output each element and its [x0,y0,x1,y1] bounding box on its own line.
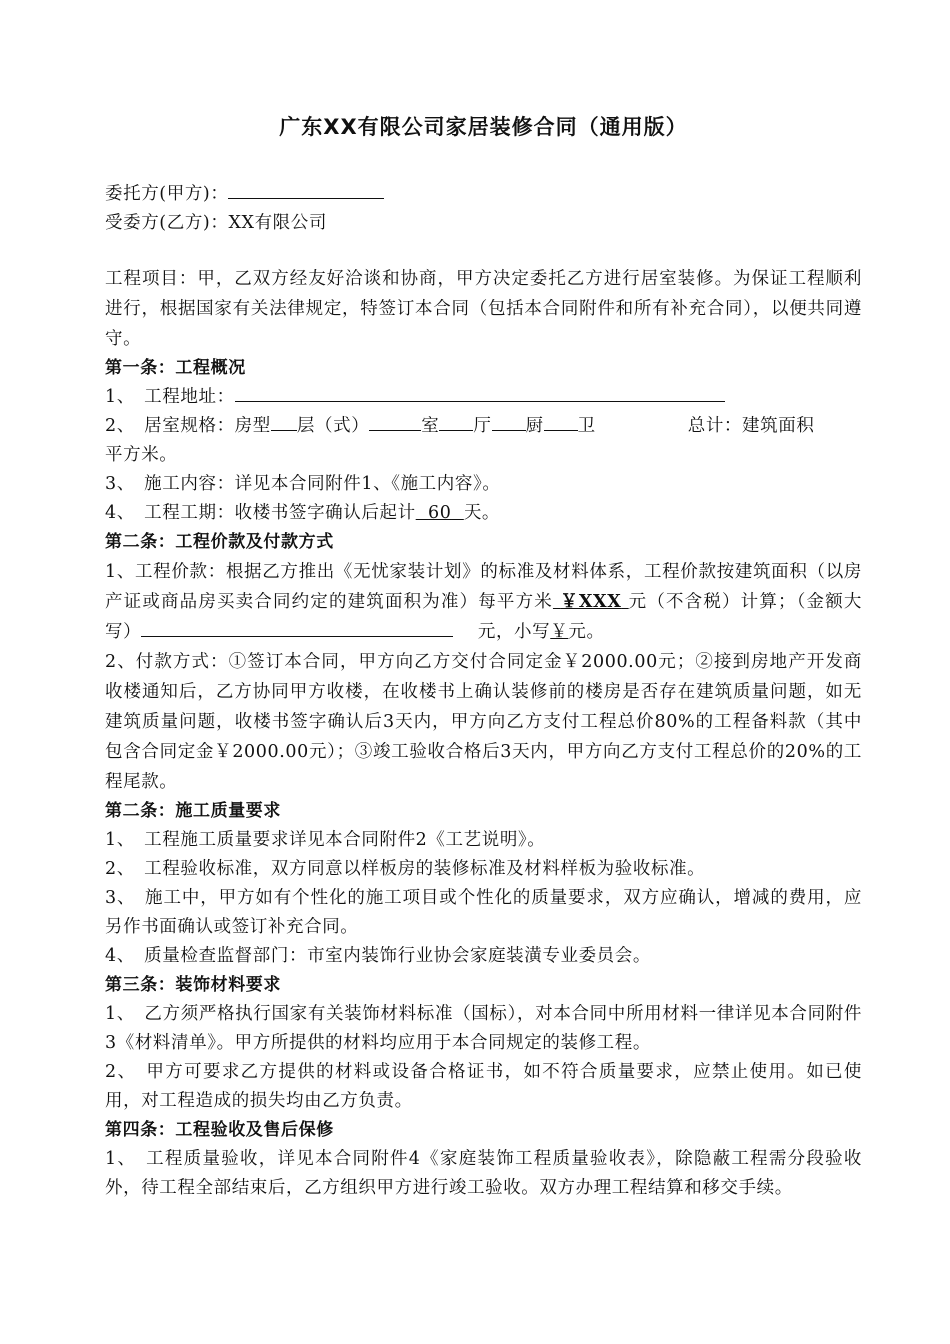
kitchen-unit: 厨 [525,416,544,436]
content-line: 3、 施工内容：详见本合同附件1、《施工内容》。 [105,474,501,494]
article-2b-heading: 第二条：施工质量要求 [105,801,281,821]
spec-label: 2、 居室规格：房型 [105,416,271,436]
spec-line-cont: 平方米。 [105,445,178,465]
article-2-heading: 第二条：工程价款及付款方式 [105,532,334,552]
intro-paragraph: 工程项目：甲，乙双方经友好洽谈和协商，甲方决定委托乙方进行居室装修。为保证工程顺利进行，根据国家有关法律规定，特签订本合同（包括本合同附件和所有补充合同），以便共同遵守。 [105,269,862,349]
spacer [105,238,862,264]
article-3-heading: 第三条：装饰材料要求 [105,975,281,995]
address-blank[interactable] [235,383,725,402]
document-title: 广东XX有限公司家居装修合同（通用版） [279,115,688,139]
client-blank[interactable] [228,180,384,199]
floor-blank[interactable] [271,412,297,431]
room-unit: 室 [421,416,440,436]
spec-line [105,412,862,441]
kitchen-blank[interactable] [492,412,526,431]
quality-item-2: 2、 工程验收标准，双方同意以样板房的装修标准及材料样板为验收标准。 [105,859,706,879]
price-paragraph [105,557,862,647]
room-blank[interactable] [369,412,421,431]
price-text-d: 元。 [568,622,605,642]
floor-unit: 层（式） [296,416,370,436]
total-area-label: 总计：建筑面积 [687,416,815,436]
price-text-c: 元，小写 [477,622,551,642]
client-line [105,180,862,209]
bath-unit: 卫 [577,416,596,436]
amount-figure[interactable]: ￥ [550,622,569,642]
duration-unit: 天。 [463,503,501,523]
duration-days [416,503,464,523]
contractor-line [105,209,862,238]
contractor-label: 受委方(乙方)： [105,213,229,233]
price-text-a: 1、工程价款：根据乙方推出《无忧家装计划》的标准及材料体系，工程价款按建筑面积（以房产证或商品房买卖合同约定的建筑面积为准）每平方米 [105,562,862,612]
article-4-heading: 第四条：工程验收及售后保修 [105,1120,334,1140]
bath-blank[interactable] [544,412,578,431]
quality-item-1: 1、 工程施工质量要求详见本合同附件2《工艺说明》。 [105,830,546,850]
article-1-heading: 第一条：工程概况 [105,358,246,378]
duration-days-value: 60 [428,503,452,523]
amount-words-blank[interactable] [141,618,453,637]
address-line [105,383,862,412]
payment-paragraph: 2、付款方式：①签订本合同，甲方向乙方交付合同定金￥2000.00元；②接到房地产开发商收楼通知后，乙方协同甲方收楼，在收楼书上确认装修前的楼房是否存在建筑质量问题，如无建筑质量问题，收楼书签字确认后3天内，甲方向乙方支付工程总价80%的工程备料款（其中包含合同定金￥2000.00元）；③竣工验收合格后3天内，甲方向乙方支付工程总价的20%的工程尾款。 [105,652,862,792]
quality-item-3: 3、 施工中，甲方如有个性化的施工项目或个性化的质量要求，双方应确认，增减的费用，应另作书面确认或签订补充合同。 [105,888,862,937]
unit-price [553,592,629,612]
acceptance-item-1: 1、 工程质量验收，详见本合同附件4《家庭装饰工程质量验收表》，除隐蔽工程需分段验收外，待工程全部结束后，乙方组织甲方进行竣工验收。双方办理工程结算和移交手续。 [105,1149,862,1198]
price-text-b: 元（不含税）计算；（金额大写） [105,592,862,642]
quality-item-4: 4、 质量检查监督部门：市室内装饰行业协会家庭装潢专业委员会。 [105,946,651,966]
address-label: 1、 工程地址： [105,387,235,407]
unit-price-value: ￥XXX [560,592,622,612]
client-label: 委托方(甲方)： [105,184,229,204]
hall-unit: 厅 [473,416,492,436]
material-item-1: 1、 乙方须严格执行国家有关装饰材料标准（国标），对本合同中所用材料一律详见本合同附件3《材料清单》。甲方所提供的材料均应用于本合同规定的装修工程。 [105,1004,862,1053]
hall-blank[interactable] [439,412,473,431]
duration-label: 4、 工程工期：收楼书签字确认后起计 [105,503,416,523]
material-item-2: 2、 甲方可要求乙方提供的材料或设备合格证书，如不符合质量要求，应禁止使用。如已使用，对工程造成的损失均由乙方负责。 [105,1062,862,1111]
contractor-name: XX有限公司 [228,213,327,233]
duration-line [105,499,862,528]
